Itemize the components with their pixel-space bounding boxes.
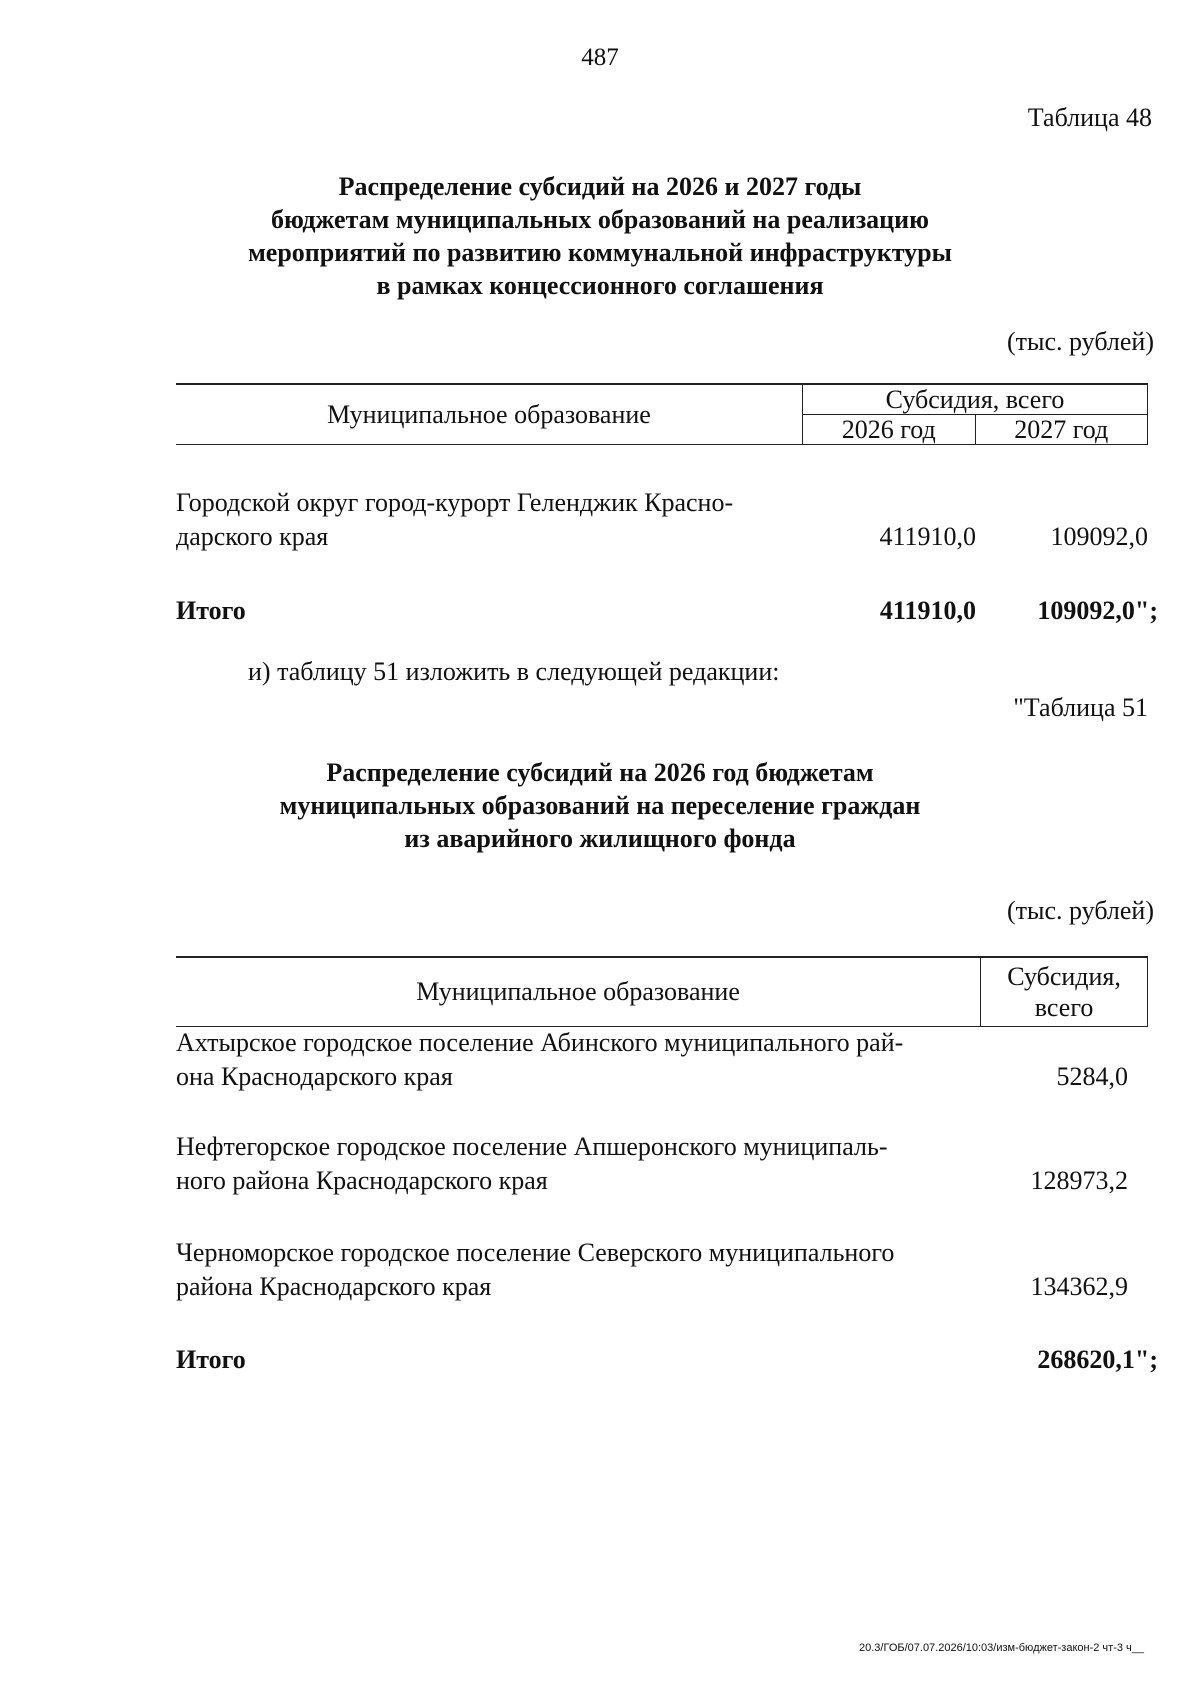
column-header-subsidy: Субсидия, всего xyxy=(803,384,1148,415)
table-51-units: (тыс. рублей) xyxy=(1006,896,1154,925)
table-51-header xyxy=(176,956,1148,1027)
title-line: Распределение субсидий на 2026 и 2027 годы xyxy=(338,172,862,201)
row-value: 5284,0 xyxy=(1056,1062,1128,1091)
total-value-2026: 411910,0 xyxy=(879,596,976,625)
title-line: бюджетам муниципальных образований на реализацию xyxy=(271,205,929,234)
table-48-total-row xyxy=(176,594,1158,628)
table-row xyxy=(176,486,1148,556)
row-name-line: она Краснодарского края xyxy=(176,1062,453,1091)
column-header-subsidy-line: Субсидия, xyxy=(1007,962,1121,991)
table-51-total-row xyxy=(176,1343,1158,1377)
total-label: Итого xyxy=(176,1345,246,1374)
total-value: 268620,1"; xyxy=(1037,1345,1158,1374)
table-48-units: (тыс. рублей) xyxy=(1006,327,1154,356)
title-line: Распределение субсидий на 2026 год бюджетам xyxy=(326,758,874,787)
row-name-line: района Краснодарского края xyxy=(176,1272,492,1301)
row-name-line: дарского края xyxy=(176,522,329,551)
title-line: мероприятий по развитию коммунальной инфраструктуры xyxy=(248,238,952,267)
page-number: 487 xyxy=(581,44,619,71)
column-header-name: Муниципальное образование xyxy=(176,957,981,1027)
row-name xyxy=(176,486,733,554)
total-value-2027: 109092,0"; xyxy=(1037,596,1158,625)
row-name-line: Городской округ город-курорт Геленджик Красно- xyxy=(176,488,734,517)
column-header-name: Муниципальное образование xyxy=(176,384,803,445)
table-51-title xyxy=(190,756,1010,855)
title-line: муниципальных образований на переселение граждан xyxy=(279,791,921,820)
column-header-2026: 2026 год xyxy=(803,415,975,445)
row-name xyxy=(176,1026,903,1094)
table-row xyxy=(176,1236,1128,1306)
table-row xyxy=(176,1026,1128,1096)
row-name-line: Нефтегорское городское поселение Апшеронского муниципаль- xyxy=(176,1132,888,1161)
row-value: 128973,2 xyxy=(1030,1166,1128,1195)
row-name-line: Черноморское городское поселение Северского муниципального xyxy=(176,1238,895,1267)
table-48-header xyxy=(176,383,1148,445)
amendment-instruction: и) таблицу 51 изложить в следующей редакции: xyxy=(248,657,780,686)
table-51-label: "Таблица 51 xyxy=(1013,693,1148,722)
total-label: Итого xyxy=(176,596,246,625)
column-header-subsidy-line: всего xyxy=(1034,993,1094,1022)
row-name xyxy=(176,1236,894,1304)
row-value-2027: 109092,0 xyxy=(1050,522,1148,551)
table-48-title xyxy=(190,170,1010,302)
table-row xyxy=(176,1130,1128,1200)
row-name-line: ного района Краснодарского края xyxy=(176,1166,548,1195)
table-48-label: Таблица 48 xyxy=(1027,103,1152,132)
title-line: в рамках концессионного соглашения xyxy=(376,271,824,300)
row-value-2026: 411910,0 xyxy=(879,522,976,551)
column-header-subsidy xyxy=(981,957,1148,1027)
row-name-line: Ахтырское городское поселение Абинского муниципального рай- xyxy=(176,1028,904,1057)
document-footer-code: 20.3/ГОБ/07.07.2026/10:03/изм-бюджет-закон-2 чт-3 ч__ xyxy=(859,1642,1144,1654)
row-name xyxy=(176,1130,887,1198)
title-line: из аварийного жилищного фонда xyxy=(404,824,796,853)
column-header-2027: 2027 год xyxy=(975,415,1148,445)
row-value: 134362,9 xyxy=(1030,1272,1128,1301)
